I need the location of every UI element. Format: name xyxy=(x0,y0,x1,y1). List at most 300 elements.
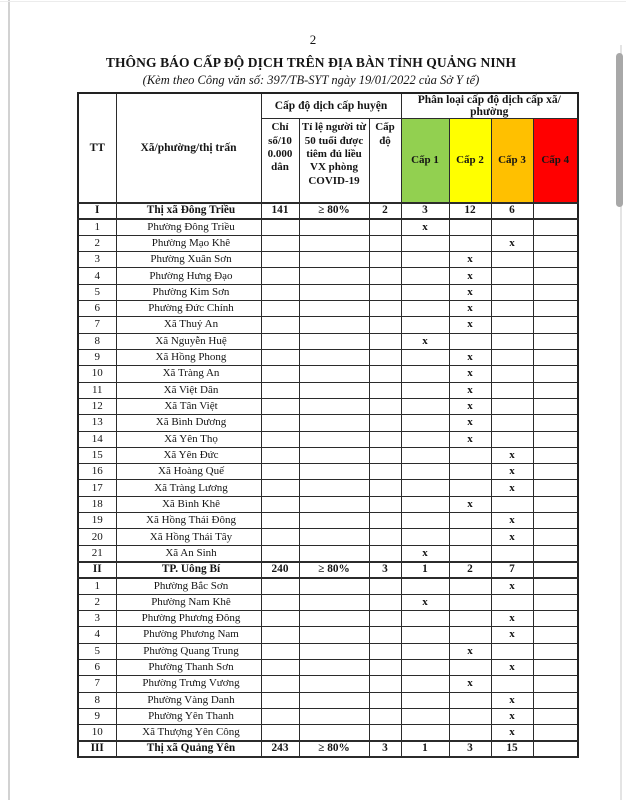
capdo-cell xyxy=(369,431,401,447)
tile-cell: ≥ 80% xyxy=(299,741,369,757)
cap1-cell xyxy=(401,431,449,447)
chiso-cell xyxy=(261,349,299,365)
tile-cell xyxy=(299,464,369,480)
capdo-cell: 3 xyxy=(369,741,401,757)
col-group-ward-classification: Phân loại cấp độ dịch cấp xã/ phường xyxy=(401,93,578,119)
cap1-cell xyxy=(401,366,449,382)
cap2-cell xyxy=(449,235,491,251)
ward-row xyxy=(78,366,578,382)
cap1-cell: x xyxy=(401,594,449,610)
table-header-row-groups xyxy=(78,93,578,119)
capdo-cell: 2 xyxy=(369,203,401,219)
capdo-cell xyxy=(369,447,401,463)
cap4-cell xyxy=(533,431,578,447)
cap2-cell xyxy=(449,333,491,349)
ward-row xyxy=(78,382,578,398)
chiso-cell xyxy=(261,366,299,382)
col-header-capdo: Cấp độ xyxy=(369,119,401,203)
ward-row xyxy=(78,725,578,741)
cap3-cell: x xyxy=(491,578,533,594)
capdo-cell xyxy=(369,545,401,561)
cap1-cell xyxy=(401,676,449,692)
ward-name-cell: Phường Thanh Sơn xyxy=(116,659,261,675)
chiso-cell: 240 xyxy=(261,562,299,578)
tile-cell xyxy=(299,284,369,300)
capdo-cell xyxy=(369,496,401,512)
cap3-cell: x xyxy=(491,513,533,529)
ward-name-cell: Phường Quang Trung xyxy=(116,643,261,659)
cap4-cell xyxy=(533,496,578,512)
cap3-cell xyxy=(491,643,533,659)
tt-cell: 16 xyxy=(78,464,116,480)
document-subtitle: (Kèm theo Công văn số: 397/TB-SYT ngày 19/01/2022 của Sở Y tế) xyxy=(142,73,480,87)
cap1-cell xyxy=(401,610,449,626)
ward-name-cell: Xã Nguyễn Huệ xyxy=(116,333,261,349)
cap4-cell xyxy=(533,610,578,626)
capdo-cell xyxy=(369,529,401,545)
cap1-cell xyxy=(401,301,449,317)
cap2-cell xyxy=(449,692,491,708)
cap1-cell xyxy=(401,529,449,545)
cap2-cell: x xyxy=(449,301,491,317)
tt-cell: 7 xyxy=(78,676,116,692)
ward-row xyxy=(78,627,578,643)
chiso-cell xyxy=(261,692,299,708)
chiso-cell xyxy=(261,513,299,529)
cap2-cell: x xyxy=(449,431,491,447)
ward-row xyxy=(78,301,578,317)
capdo-cell xyxy=(369,643,401,659)
ward-name-cell: Xã Tràng Lương xyxy=(116,480,261,496)
ward-name-cell: Phường Nam Khê xyxy=(116,594,261,610)
tt-cell: 8 xyxy=(78,333,116,349)
ward-name-cell: Phường Phương Nam xyxy=(116,627,261,643)
cap2-cell xyxy=(449,447,491,463)
tile-cell xyxy=(299,496,369,512)
tt-cell: 2 xyxy=(78,594,116,610)
tt-cell: 2 xyxy=(78,235,116,251)
cap2-cell: x xyxy=(449,415,491,431)
cap4-cell xyxy=(533,708,578,724)
ward-row xyxy=(78,676,578,692)
capdo-cell xyxy=(369,333,401,349)
chiso-cell xyxy=(261,578,299,594)
capdo-cell xyxy=(369,317,401,333)
tile-cell xyxy=(299,431,369,447)
tt-cell: 21 xyxy=(78,545,116,561)
tile-cell xyxy=(299,725,369,741)
ward-row xyxy=(78,659,578,675)
ward-name-cell: Xã Tràng An xyxy=(116,366,261,382)
cap4-cell xyxy=(533,301,578,317)
cap3-cell: 6 xyxy=(491,203,533,219)
ward-name-cell: Phường Hưng Đạo xyxy=(116,268,261,284)
capdo-cell xyxy=(369,398,401,414)
cap2-cell xyxy=(449,578,491,594)
capdo-cell xyxy=(369,464,401,480)
ward-row xyxy=(78,349,578,365)
tt-cell: 10 xyxy=(78,366,116,382)
tt-cell: 13 xyxy=(78,415,116,431)
ward-name-cell: Thị xã Đông Triều xyxy=(116,203,261,219)
capdo-cell: 3 xyxy=(369,562,401,578)
tt-cell: 20 xyxy=(78,529,116,545)
cap2-cell: x xyxy=(449,382,491,398)
tile-cell xyxy=(299,692,369,708)
tt-cell: 19 xyxy=(78,513,116,529)
chiso-cell xyxy=(261,301,299,317)
cap2-cell: x xyxy=(449,398,491,414)
tt-cell: 11 xyxy=(78,382,116,398)
ward-row xyxy=(78,447,578,463)
cap1-cell xyxy=(401,268,449,284)
tile-cell xyxy=(299,610,369,626)
col-header-cap4: Cấp 4 xyxy=(533,119,578,203)
page-top-edge xyxy=(0,1,626,2)
ward-name-cell: Xã Tân Việt xyxy=(116,398,261,414)
tt-cell: 10 xyxy=(78,725,116,741)
tile-cell xyxy=(299,235,369,251)
ward-row xyxy=(78,610,578,626)
cap4-cell xyxy=(533,464,578,480)
ward-row xyxy=(78,529,578,545)
chiso-cell xyxy=(261,382,299,398)
col-header-tt: TT xyxy=(78,93,116,203)
ward-name-cell: Xã An Sinh xyxy=(116,545,261,561)
cap3-cell xyxy=(491,252,533,268)
tile-cell xyxy=(299,529,369,545)
col-header-tile: Tỉ lệ người từ 50 tuổi được tiêm đủ liều VX phòng COVID-19 xyxy=(299,119,369,203)
cap1-cell xyxy=(401,235,449,251)
cap2-cell xyxy=(449,725,491,741)
cap4-cell xyxy=(533,333,578,349)
col-header-ward: Xã/phường/thị trấn xyxy=(116,93,261,203)
tile-cell xyxy=(299,676,369,692)
cap4-cell xyxy=(533,529,578,545)
cap3-cell: x xyxy=(491,627,533,643)
chiso-cell xyxy=(261,659,299,675)
tt-cell: III xyxy=(78,741,116,757)
tt-cell: 7 xyxy=(78,317,116,333)
cap3-cell xyxy=(491,594,533,610)
capdo-cell xyxy=(369,725,401,741)
tt-cell: 18 xyxy=(78,496,116,512)
ward-row xyxy=(78,284,578,300)
cap4-cell xyxy=(533,578,578,594)
cap3-cell xyxy=(491,301,533,317)
tt-cell: 3 xyxy=(78,252,116,268)
tt-cell: 15 xyxy=(78,447,116,463)
ward-row xyxy=(78,464,578,480)
cap3-cell: x xyxy=(491,659,533,675)
cap4-cell xyxy=(533,562,578,578)
tt-cell: 9 xyxy=(78,708,116,724)
ward-name-cell: Xã Hồng Thái Tây xyxy=(116,529,261,545)
ward-name-cell: Phường Mạo Khê xyxy=(116,235,261,251)
cap1-cell xyxy=(401,496,449,512)
cap4-cell xyxy=(533,480,578,496)
cap2-cell xyxy=(449,594,491,610)
ward-name-cell: Phường Bắc Sơn xyxy=(116,578,261,594)
cap2-cell xyxy=(449,659,491,675)
cap3-cell: x xyxy=(491,708,533,724)
tile-cell xyxy=(299,268,369,284)
capdo-cell xyxy=(369,513,401,529)
ward-name-cell: Xã Việt Dân xyxy=(116,382,261,398)
cap4-cell xyxy=(533,676,578,692)
capdo-cell xyxy=(369,708,401,724)
cap4-cell xyxy=(533,725,578,741)
capdo-cell xyxy=(369,268,401,284)
cap1-cell: x xyxy=(401,219,449,235)
cap3-cell xyxy=(491,317,533,333)
cap3-cell xyxy=(491,431,533,447)
tile-cell xyxy=(299,415,369,431)
cap1-cell xyxy=(401,284,449,300)
cap3-cell xyxy=(491,545,533,561)
ward-name-cell: Xã Hồng Thái Đông xyxy=(116,513,261,529)
cap4-cell xyxy=(533,741,578,757)
cap1-cell xyxy=(401,382,449,398)
tile-cell xyxy=(299,366,369,382)
cap3-cell xyxy=(491,415,533,431)
tt-cell: 4 xyxy=(78,627,116,643)
ward-row xyxy=(78,496,578,512)
tt-cell: 8 xyxy=(78,692,116,708)
capdo-cell xyxy=(369,301,401,317)
cap3-cell xyxy=(491,496,533,512)
tile-cell: ≥ 80% xyxy=(299,203,369,219)
cap4-cell xyxy=(533,398,578,414)
cap2-cell: x xyxy=(449,317,491,333)
cap3-cell xyxy=(491,366,533,382)
cap2-cell: 3 xyxy=(449,741,491,757)
ward-row xyxy=(78,513,578,529)
cap3-cell: x xyxy=(491,529,533,545)
cap3-cell xyxy=(491,268,533,284)
cap4-cell xyxy=(533,203,578,219)
capdo-cell xyxy=(369,480,401,496)
tile-cell xyxy=(299,447,369,463)
cap4-cell xyxy=(533,284,578,300)
col-header-chiso: Chỉ số/10 0.000 dân xyxy=(261,119,299,203)
chiso-cell xyxy=(261,496,299,512)
cap2-cell xyxy=(449,513,491,529)
ward-name-cell: Xã Hoàng Quế xyxy=(116,464,261,480)
tile-cell: ≥ 80% xyxy=(299,562,369,578)
cap1-cell xyxy=(401,464,449,480)
col-header-cap3: Cấp 3 xyxy=(491,119,533,203)
ward-row xyxy=(78,415,578,431)
cap2-cell: 12 xyxy=(449,203,491,219)
tt-cell: 3 xyxy=(78,610,116,626)
ward-name-cell: Xã Hồng Phong xyxy=(116,349,261,365)
tt-cell: 1 xyxy=(78,578,116,594)
tile-cell xyxy=(299,333,369,349)
cap4-cell xyxy=(533,643,578,659)
tt-cell: 5 xyxy=(78,284,116,300)
cap4-cell xyxy=(533,382,578,398)
cap4-cell xyxy=(533,349,578,365)
cap2-cell: 2 xyxy=(449,562,491,578)
document-title: THÔNG BÁO CẤP ĐỘ DỊCH TRÊN ĐỊA BÀN TỈNH QUẢNG NINH xyxy=(105,55,517,70)
ward-name-cell: Phường Yên Thanh xyxy=(116,708,261,724)
tile-cell xyxy=(299,317,369,333)
cap1-cell xyxy=(401,317,449,333)
cap2-cell: x xyxy=(449,366,491,382)
chiso-cell xyxy=(261,627,299,643)
capdo-cell xyxy=(369,610,401,626)
col-header-cap2: Cấp 2 xyxy=(449,119,491,203)
chiso-cell xyxy=(261,235,299,251)
tt-cell: 6 xyxy=(78,301,116,317)
ward-name-cell: Xã Bình Dương xyxy=(116,415,261,431)
cap1-cell xyxy=(401,513,449,529)
tile-cell xyxy=(299,627,369,643)
cap3-cell xyxy=(491,349,533,365)
cap1-cell xyxy=(401,252,449,268)
ward-row xyxy=(78,480,578,496)
tt-cell: 12 xyxy=(78,398,116,414)
capdo-cell xyxy=(369,578,401,594)
ward-row xyxy=(78,219,578,235)
cap2-cell: x xyxy=(449,496,491,512)
cap4-cell xyxy=(533,252,578,268)
cap2-cell: x xyxy=(449,252,491,268)
ward-name-cell: Xã Thuỷ An xyxy=(116,317,261,333)
ward-name-cell: Phường Xuân Sơn xyxy=(116,252,261,268)
epidemic-level-table xyxy=(77,92,579,758)
chiso-cell: 243 xyxy=(261,741,299,757)
tt-cell: 5 xyxy=(78,643,116,659)
ward-row xyxy=(78,268,578,284)
cap4-cell xyxy=(533,594,578,610)
scrollbar-thumb[interactable] xyxy=(616,53,623,207)
cap4-cell xyxy=(533,692,578,708)
cap1-cell: 1 xyxy=(401,562,449,578)
chiso-cell xyxy=(261,480,299,496)
ward-row xyxy=(78,235,578,251)
ward-row xyxy=(78,431,578,447)
ward-name-cell: Phường Trưng Vương xyxy=(116,676,261,692)
chiso-cell xyxy=(261,317,299,333)
cap2-cell: x xyxy=(449,268,491,284)
tt-cell: 4 xyxy=(78,268,116,284)
chiso-cell xyxy=(261,545,299,561)
page-number: 2 xyxy=(309,32,317,47)
cap2-cell xyxy=(449,545,491,561)
cap2-cell: x xyxy=(449,676,491,692)
cap2-cell xyxy=(449,627,491,643)
table-body xyxy=(78,203,578,758)
cap3-cell: 15 xyxy=(491,741,533,757)
cap3-cell xyxy=(491,333,533,349)
capdo-cell xyxy=(369,594,401,610)
chiso-cell xyxy=(261,268,299,284)
district-summary-row xyxy=(78,741,578,757)
cap1-cell xyxy=(401,708,449,724)
ward-row xyxy=(78,545,578,561)
tile-cell xyxy=(299,382,369,398)
tile-cell xyxy=(299,545,369,561)
chiso-cell xyxy=(261,708,299,724)
ward-row xyxy=(78,578,578,594)
cap4-cell xyxy=(533,366,578,382)
chiso-cell xyxy=(261,643,299,659)
tile-cell xyxy=(299,659,369,675)
cap1-cell xyxy=(401,692,449,708)
cap1-cell xyxy=(401,447,449,463)
cap1-cell xyxy=(401,578,449,594)
chiso-cell xyxy=(261,333,299,349)
cap4-cell xyxy=(533,659,578,675)
ward-name-cell: Phường Vàng Danh xyxy=(116,692,261,708)
capdo-cell xyxy=(369,366,401,382)
capdo-cell xyxy=(369,627,401,643)
cap4-cell xyxy=(533,415,578,431)
ward-name-cell: Xã Yên Thọ xyxy=(116,431,261,447)
ward-row xyxy=(78,643,578,659)
cap3-cell xyxy=(491,676,533,692)
tt-cell: I xyxy=(78,203,116,219)
capdo-cell xyxy=(369,692,401,708)
tt-cell: 17 xyxy=(78,480,116,496)
chiso-cell xyxy=(261,725,299,741)
tt-cell: 14 xyxy=(78,431,116,447)
capdo-cell xyxy=(369,235,401,251)
tile-cell xyxy=(299,398,369,414)
cap3-cell: x xyxy=(491,480,533,496)
tt-cell: 1 xyxy=(78,219,116,235)
ward-name-cell: Thị xã Quảng Yên xyxy=(116,741,261,757)
cap4-cell xyxy=(533,235,578,251)
tile-cell xyxy=(299,708,369,724)
cap1-cell xyxy=(401,643,449,659)
cap3-cell: 7 xyxy=(491,562,533,578)
tile-cell xyxy=(299,349,369,365)
tile-cell xyxy=(299,578,369,594)
cap3-cell xyxy=(491,219,533,235)
tile-cell xyxy=(299,219,369,235)
ward-name-cell: Xã Yên Đức xyxy=(116,447,261,463)
capdo-cell xyxy=(369,284,401,300)
chiso-cell xyxy=(261,447,299,463)
cap4-cell xyxy=(533,268,578,284)
cap1-cell xyxy=(401,349,449,365)
cap2-cell xyxy=(449,219,491,235)
ward-row xyxy=(78,708,578,724)
chiso-cell xyxy=(261,415,299,431)
capdo-cell xyxy=(369,659,401,675)
cap1-cell xyxy=(401,659,449,675)
table-header xyxy=(78,93,578,203)
chiso-cell xyxy=(261,219,299,235)
cap2-cell xyxy=(449,480,491,496)
cap4-cell xyxy=(533,545,578,561)
cap1-cell: x xyxy=(401,545,449,561)
chiso-cell xyxy=(261,594,299,610)
cap2-cell: x xyxy=(449,643,491,659)
ward-row xyxy=(78,252,578,268)
cap2-cell: x xyxy=(449,349,491,365)
cap4-cell xyxy=(533,317,578,333)
cap1-cell xyxy=(401,627,449,643)
tt-cell: 9 xyxy=(78,349,116,365)
capdo-cell xyxy=(369,676,401,692)
cap1-cell xyxy=(401,480,449,496)
capdo-cell xyxy=(369,415,401,431)
ward-name-cell: Phường Đức Chính xyxy=(116,301,261,317)
